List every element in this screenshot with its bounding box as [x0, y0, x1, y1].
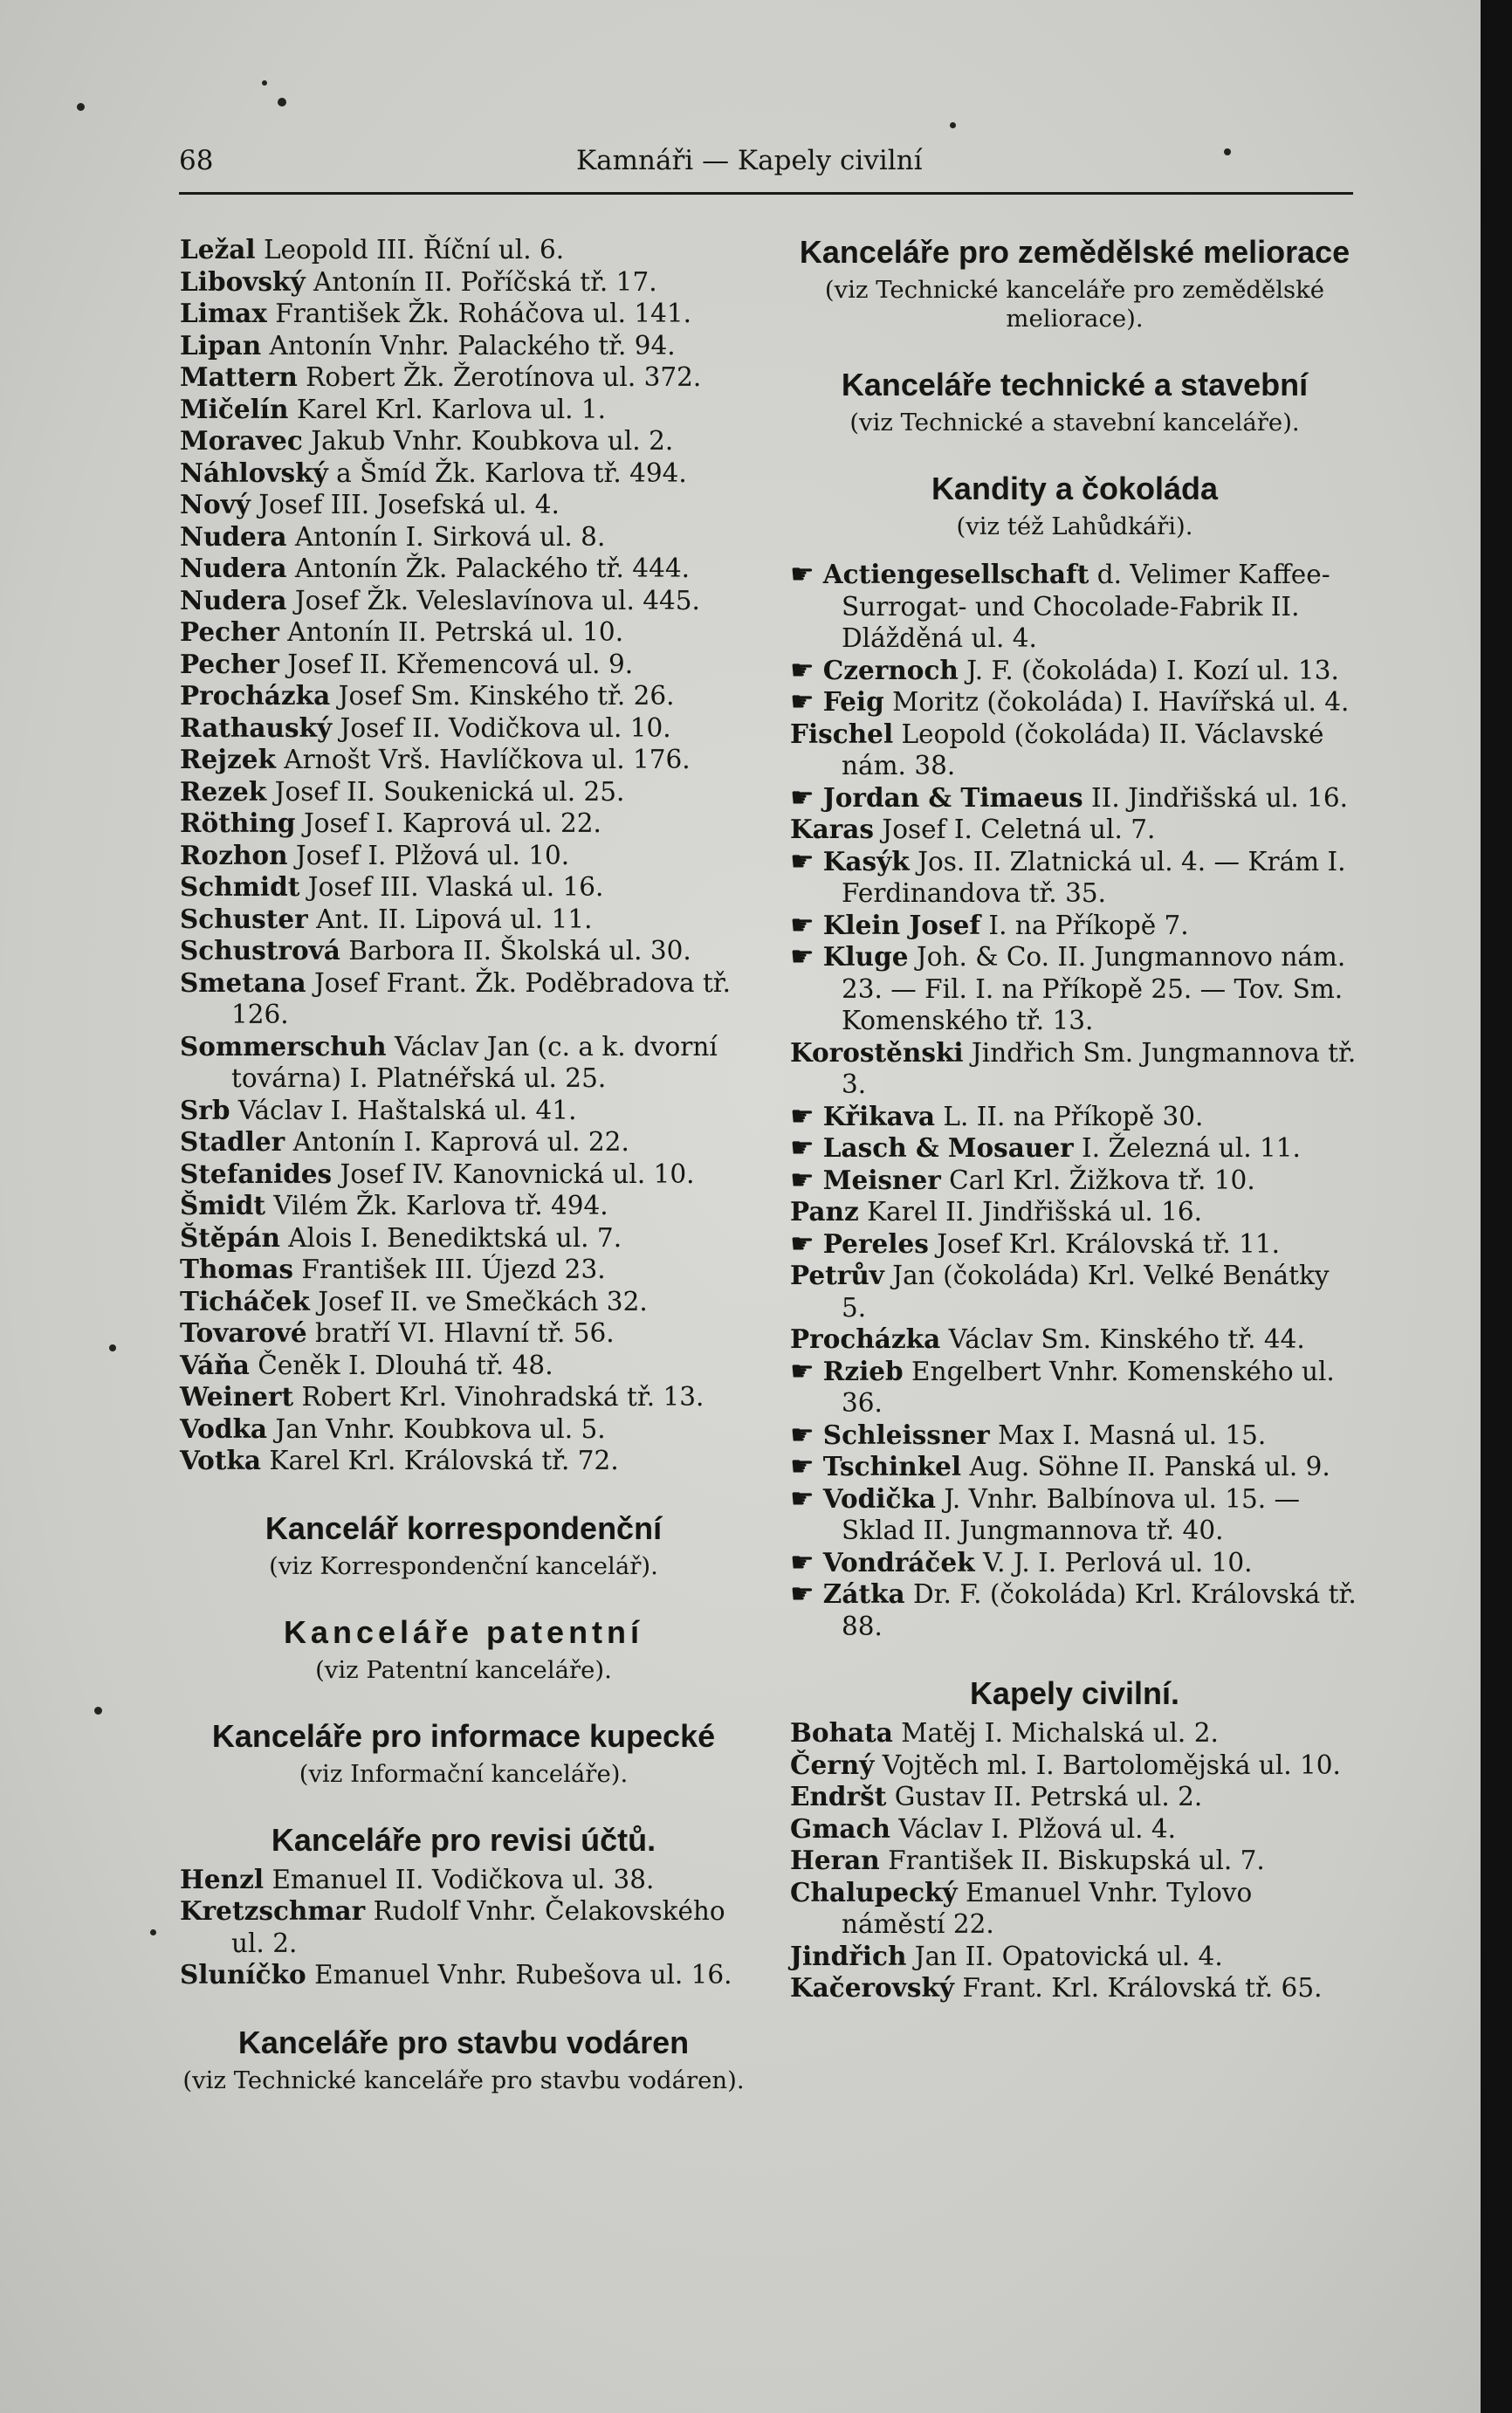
entry-name: Křikava — [822, 1100, 935, 1131]
directory-entry — [180, 935, 747, 967]
entry-details: bratří VI. Hlavní tř. 56. — [306, 1318, 615, 1348]
directory-entry — [790, 1483, 1359, 1547]
entry-name: Karas — [790, 814, 875, 844]
directory-entry — [180, 330, 747, 362]
entry-name: Náhlovský — [180, 457, 328, 488]
entry-details: Josef IV. Kanovnická ul. 10. — [332, 1158, 695, 1189]
directory-entry — [790, 1451, 1359, 1483]
directory-entry — [180, 616, 747, 649]
entry-details: J. Vnhr. Balbínova ul. 15. — Sklad II. Jungmannova tř. 40. — [842, 1483, 1300, 1545]
directory-entry — [180, 585, 747, 617]
directory-entry — [790, 1196, 1359, 1228]
page-number: 68 — [179, 145, 214, 176]
entry-details: Josef II. Soukenická ul. 25. — [266, 776, 625, 807]
pointing-hand-icon: ☛ — [790, 1164, 814, 1196]
kamnari-list — [180, 234, 747, 1477]
directory-entry — [790, 1260, 1359, 1323]
pointing-hand-icon: ☛ — [790, 1546, 814, 1578]
header-rule — [179, 192, 1353, 195]
directory-entry — [790, 846, 1359, 910]
section-title-informace: Kanceláře pro informace kupecké — [211, 1717, 716, 1754]
entry-details: Karel II. Jindřišská ul. 16. — [858, 1197, 1203, 1227]
entry-name: Procházka — [790, 1323, 941, 1354]
entry-name: Limax — [180, 298, 267, 328]
section-title-patentni: Kanceláře patentní — [283, 1613, 644, 1650]
section-note-technicke: (viz Technické a stavební kanceláře). — [849, 409, 1300, 437]
entry-name: Mattern — [180, 361, 298, 392]
entry-name: Srb — [180, 1094, 230, 1125]
entry-details: J. F. (čokoláda) I. Kozí ul. 13. — [958, 655, 1339, 685]
entry-details: Václav Sm. Kinského tř. 44. — [940, 1324, 1305, 1354]
entry-name: Rezek — [180, 775, 267, 807]
entry-name: Schustrová — [180, 935, 340, 966]
directory-entry — [180, 1031, 747, 1095]
directory-entry — [790, 1101, 1359, 1133]
section-title-kandity: Kandity a čokoláda — [931, 471, 1219, 506]
entry-name: Moravec — [180, 425, 303, 456]
entry-details: Josef Žk. Veleslavínova ul. 445. — [286, 585, 700, 615]
right-column — [790, 234, 1359, 2004]
directory-entry — [180, 1158, 747, 1191]
pointing-hand-icon: ☛ — [790, 845, 814, 877]
entry-name: Rozhon — [180, 839, 288, 870]
entry-details: Rudolf Vnhr. Čelakovského ul. 2. — [231, 1896, 725, 1958]
directory-entry — [180, 1445, 747, 1477]
directory-entry — [180, 1350, 747, 1382]
entry-details: Antonín II. Petrská ul. 10. — [278, 617, 624, 647]
entry-details: Čeněk I. Dlouhá tř. 48. — [249, 1350, 553, 1380]
entry-name: Thomas — [180, 1254, 294, 1284]
directory-entry — [790, 1941, 1359, 1973]
entry-name: Gmach — [790, 1812, 890, 1844]
entry-name: Feig — [822, 686, 884, 717]
directory-entry — [790, 1356, 1359, 1420]
entry-name: Votka — [180, 1445, 262, 1475]
scan-speck — [950, 122, 956, 128]
entry-details: Emanuel II. Vodičkova ul. 38. — [264, 1864, 655, 1894]
entry-name: Štěpán — [180, 1221, 280, 1253]
entry-details: Josef I. Kaprová ul. 22. — [295, 808, 601, 838]
entry-details: Arnošt Vrš. Havlíčkova ul. 176. — [275, 745, 691, 774]
directory-entry — [180, 425, 747, 457]
entry-name: Henzl — [180, 1863, 265, 1894]
entry-name: Czernoch — [822, 654, 959, 685]
entry-details: Josef III. Vlaská ul. 16. — [299, 872, 604, 902]
entry-details: Max I. Masná ul. 15. — [989, 1420, 1267, 1450]
entry-details: Gustav II. Petrská ul. 2. — [886, 1782, 1203, 1811]
entry-details: Matěj I. Michalská ul. 2. — [892, 1718, 1219, 1748]
entry-name: Ležal — [180, 234, 256, 265]
left-column — [180, 234, 747, 2100]
pointing-hand-icon: ☛ — [790, 1355, 814, 1387]
entry-name: Heran — [790, 1845, 880, 1875]
pointing-hand-icon: ☛ — [790, 1482, 814, 1515]
entry-details: II. Jindřišská ul. 16. — [1082, 782, 1348, 813]
directory-entry — [180, 1222, 747, 1255]
entry-name: Vondráček — [822, 1546, 975, 1578]
entry-name: Kačerovský — [790, 1972, 955, 2003]
entry-name: Černý — [790, 1749, 875, 1780]
entry-details: I. Železná ul. 11. — [1073, 1133, 1301, 1163]
entry-name: Sluníčko — [180, 1959, 306, 1990]
entry-details: Alois I. Benediktská ul. 7. — [279, 1222, 622, 1253]
entry-details: Václav I. Plžová ul. 4. — [890, 1813, 1177, 1844]
directory-entry — [790, 1578, 1359, 1642]
entry-name: Vodka — [180, 1413, 268, 1444]
directory-entry — [790, 1228, 1359, 1261]
entry-details: Engelbert Vnhr. Komenského ul. 36. — [842, 1356, 1335, 1418]
entry-details: Aug. Söhne II. Panská ul. 9. — [961, 1452, 1330, 1481]
entry-name: Panz — [790, 1196, 859, 1227]
entry-name: Tschinkel — [822, 1451, 962, 1481]
directory-entry — [180, 298, 747, 330]
pointing-hand-icon: ☛ — [790, 1451, 814, 1482]
directory-entry — [180, 553, 747, 585]
directory-entry — [790, 814, 1359, 846]
directory-entry — [180, 1413, 747, 1446]
entry-details: Josef Sm. Kinského tř. 26. — [330, 681, 675, 711]
entry-name: Šmidt — [180, 1190, 265, 1220]
section-note-kandity: (viz též Lahůdkáři). — [956, 512, 1193, 540]
entry-name: Nudera — [180, 520, 287, 552]
section-title-meliorace: Kanceláře pro zemědělské meliorace — [799, 234, 1350, 270]
kapely-list — [790, 1717, 1359, 2004]
directory-entry — [180, 904, 747, 936]
entry-name: Rejzek — [180, 744, 276, 774]
entry-name: Zátka — [822, 1578, 905, 1609]
directory-entry — [790, 559, 1359, 655]
directory-entry — [790, 1877, 1359, 1941]
section-title-kapely: Kapely civilní. — [969, 1675, 1180, 1711]
entry-name: Nudera — [180, 584, 287, 615]
entry-details: Jan II. Opatovická ul. 4. — [906, 1941, 1223, 1971]
entry-name: Kretzschmar — [180, 1895, 366, 1926]
entry-name: Bohata — [790, 1717, 893, 1748]
directory-entry — [790, 1132, 1359, 1165]
directory-entry — [790, 1750, 1359, 1782]
directory-entry — [180, 1864, 747, 1896]
directory-entry — [790, 941, 1359, 1037]
directory-entry — [790, 1845, 1359, 1877]
directory-entry — [180, 521, 747, 553]
entry-details: František Žk. Roháčova ul. 141. — [266, 299, 692, 328]
entry-details: Josef II. Vodičkova ul. 10. — [332, 712, 671, 743]
directory-entry — [790, 1717, 1359, 1750]
entry-details: Robert Krl. Vinohradská tř. 13. — [293, 1382, 704, 1412]
directory-entry — [790, 1037, 1359, 1101]
entry-details: Moritz (čokoláda) I. Havířská ul. 4. — [883, 687, 1350, 717]
pointing-hand-icon: ☛ — [790, 781, 814, 814]
entry-details: Václav Jan (c. a k. dvorní továrna) I. Platnéřská ul. 25. — [231, 1031, 718, 1093]
directory-entry — [180, 776, 747, 808]
entry-details: Jindřich Sm. Jungmannova tř. 3. — [842, 1037, 1357, 1099]
entry-name: Weinert — [180, 1381, 294, 1412]
revisi-list — [180, 1864, 747, 1991]
scan-speck — [262, 80, 267, 86]
entry-details: Frant. Krl. Královská tř. 65. — [954, 1973, 1323, 2003]
entry-name: Lasch & Mosauer — [822, 1132, 1074, 1163]
directory-entry — [180, 1959, 747, 1991]
entry-name: Libovský — [180, 265, 306, 297]
entry-name: Fischel — [790, 718, 894, 749]
scan-speck — [77, 103, 85, 111]
entry-details: Josef II. Křemencová ul. 9. — [278, 649, 634, 679]
directory-entry — [180, 744, 747, 776]
directory-entry — [790, 910, 1359, 942]
pointing-hand-icon: ☛ — [790, 1132, 814, 1164]
pointing-hand-icon: ☛ — [790, 559, 814, 590]
entry-details: Dr. F. (čokoláda) Krl. Královská tř. 88. — [842, 1579, 1357, 1641]
directory-entry — [180, 1381, 747, 1413]
entry-details: Josef Krl. Královská tř. 11. — [928, 1228, 1280, 1259]
entry-name: Smetana — [180, 966, 306, 998]
entry-details: Carl Krl. Žižkova tř. 10. — [940, 1165, 1255, 1195]
entry-details: Josef II. ve Smečkách 32. — [309, 1286, 648, 1316]
entry-details: a Šmíd Žk. Karlova tř. 494. — [327, 457, 687, 488]
entry-name: Pereles — [822, 1227, 929, 1259]
section-note-informace: (viz Informační kanceláře). — [299, 1759, 629, 1788]
scan-speck — [1224, 148, 1231, 155]
pointing-hand-icon: ☛ — [790, 1419, 814, 1451]
directory-entry — [180, 1126, 747, 1158]
entry-name: Korostěnski — [790, 1036, 964, 1068]
directory-entry — [180, 871, 747, 904]
entry-details: Ant. II. Lipová ul. 11. — [307, 904, 593, 934]
entry-name: Ticháček — [180, 1285, 310, 1316]
entry-details: Jos. II. Zlatnická ul. 4. — Krám I. Ferdinandova tř. 35. — [842, 846, 1346, 908]
entry-name: Klein Josef — [822, 909, 981, 940]
running-head: Kamnáři — Kapely civilní — [576, 145, 923, 176]
entry-name: Tovarové — [180, 1317, 307, 1348]
entry-details: Vojtěch ml. I. Bartolomějská ul. 10. — [874, 1750, 1341, 1780]
entry-name: Jindřich — [790, 1940, 907, 1971]
entry-details: Josef Frant. Žk. Poděbradova tř. 126. — [231, 967, 732, 1029]
directory-entry — [180, 1190, 747, 1222]
entry-name: Rathauský — [180, 712, 333, 743]
entry-name: Rzieb — [822, 1355, 904, 1386]
directory-entry — [180, 394, 747, 426]
page-header — [179, 140, 1353, 190]
entry-name: Vodička — [822, 1482, 937, 1514]
directory-entry — [180, 840, 747, 872]
directory-entry — [180, 457, 747, 490]
directory-entry — [180, 234, 747, 266]
entry-name: Pecher — [180, 616, 279, 647]
entry-details: V. J. I. Perlová ul. 10. — [974, 1547, 1253, 1578]
entry-name: Jordan & Timaeus — [822, 781, 1083, 813]
section-note-vodaren: (viz Technické kanceláře pro stavbu vodáren). — [182, 2066, 745, 2094]
directory-entry — [180, 967, 747, 1031]
kandity-list — [790, 559, 1359, 1642]
entry-name: Schleissner — [822, 1419, 990, 1450]
entry-details: Joh. & Co. II. Jungmannovo nám. 23. — Fil. I. na Příkopě 25. — Tov. Sm. Komenského tř. 13. — [842, 942, 1346, 1035]
section-title-korespondencni: Kancelář korrespondenční — [265, 1509, 663, 1546]
directory-entry — [790, 1781, 1359, 1813]
entry-name: Procházka — [180, 680, 331, 711]
entry-details: František III. Újezd 23. — [293, 1255, 606, 1284]
section-title-revisi: Kanceláře pro revisi účtů. — [271, 1821, 656, 1858]
entry-details: Josef I. Celetná ul. 7. — [874, 815, 1156, 844]
entry-details: Antonín Žk. Palackého tř. 444. — [286, 553, 690, 583]
section-note-korespondencni: (viz Korrespondenční kancelář). — [269, 1551, 658, 1580]
entry-details: Karel Krl. Královská tř. 72. — [261, 1446, 619, 1475]
entry-details: Leopold (čokoláda) II. Václavské nám. 38. — [842, 718, 1324, 780]
entry-details: František II. Biskupská ul. 7. — [879, 1846, 1265, 1875]
entry-name: Schuster — [180, 903, 308, 934]
entry-name: Schmidt — [180, 871, 300, 902]
directory-entry — [790, 1547, 1359, 1579]
section-title-vodaren: Kanceláře pro stavbu vodáren — [237, 2024, 690, 2060]
entry-name: Chalupecký — [790, 1876, 958, 1908]
entry-details: I. na Příkopě 7. — [980, 910, 1189, 940]
directory-entry — [790, 1420, 1359, 1452]
entry-name: Röthing — [180, 808, 296, 838]
entry-name: Stadler — [180, 1126, 285, 1157]
directory-entry — [790, 686, 1359, 718]
directory-entry — [180, 489, 747, 521]
entry-name: Petrův — [790, 1260, 884, 1290]
entry-name: Sommerschuh — [180, 1030, 387, 1062]
entry-details: Vilém Žk. Karlova tř. 494. — [265, 1191, 608, 1220]
directory-entry — [790, 655, 1359, 687]
entry-name: Kluge — [822, 941, 909, 972]
entry-details: Leopold III. Říční ul. 6. — [255, 235, 565, 265]
entry-name: Stefanides — [180, 1158, 333, 1189]
entry-details: Antonín II. Poříčská tř. 17. — [305, 266, 657, 297]
directory-entry — [180, 680, 747, 712]
scan-speck — [109, 1344, 116, 1351]
pointing-hand-icon: ☛ — [790, 909, 814, 941]
directory-entry — [790, 1972, 1359, 2004]
entry-name: Nudera — [180, 553, 287, 583]
scan-speck — [150, 1929, 156, 1935]
entry-details: Václav I. Haštalská ul. 41. — [230, 1095, 577, 1125]
section-note-meliorace: (viz Technické kanceláře pro zemědělské meliorace). — [824, 276, 1325, 333]
entry-details: Karel Krl. Karlova ul. 1. — [288, 394, 607, 424]
entry-name: Pecher — [180, 648, 279, 679]
scan-speck — [94, 1707, 102, 1715]
scan-speck — [278, 98, 286, 107]
entry-details: Jan Vnhr. Koubkova ul. 5. — [267, 1413, 606, 1444]
entry-name: Endršt — [790, 1781, 887, 1811]
entry-name: Mičelín — [180, 393, 289, 424]
entry-details: Antonín I. Sirková ul. 8. — [286, 521, 606, 552]
pointing-hand-icon: ☛ — [790, 1227, 814, 1260]
directory-entry — [180, 649, 747, 681]
pointing-hand-icon: ☛ — [790, 1578, 814, 1610]
entry-name: Váňa — [180, 1349, 250, 1380]
directory-entry — [180, 266, 747, 299]
directory-entry — [180, 361, 747, 394]
scan-edge-strip — [1481, 0, 1512, 2413]
entry-details: Antonín I. Kaprová ul. 22. — [285, 1127, 629, 1157]
entry-details: Emanuel Vnhr. Tylovo náměstí 22. — [842, 1877, 1253, 1939]
directory-entry — [790, 1165, 1359, 1197]
directory-entry — [790, 718, 1359, 782]
entry-name: Nový — [180, 489, 251, 519]
entry-name: Kasýk — [822, 845, 910, 877]
directory-entry — [790, 782, 1359, 815]
directory-entry — [790, 1813, 1359, 1846]
directory-entry — [180, 808, 747, 840]
directory-entry — [180, 1317, 747, 1350]
pointing-hand-icon: ☛ — [790, 654, 814, 686]
entry-details: Robert Žk. Žerotínova ul. 372. — [297, 362, 702, 392]
pointing-hand-icon: ☛ — [790, 686, 814, 718]
pointing-hand-icon: ☛ — [790, 941, 814, 973]
entry-details: d. Velimer Kaffee-Surrogat- und Chocolade-Fabrik II. Dlážděná ul. 4. — [842, 560, 1330, 653]
entry-details: Josef III. Josefská ul. 4. — [250, 490, 560, 519]
directory-entry — [180, 1254, 747, 1286]
entry-details: Josef I. Plžová ul. 10. — [287, 840, 570, 870]
directory-entry — [180, 1895, 747, 1959]
entry-details: L. II. na Příkopě 30. — [935, 1101, 1204, 1131]
directory-entry — [180, 712, 747, 745]
entry-name: Actiengesellschaft — [822, 559, 1089, 589]
directory-entry — [180, 1095, 747, 1127]
entry-details: Antonín Vnhr. Palackého tř. 94. — [261, 330, 676, 361]
entry-name: Meisner — [822, 1164, 941, 1195]
entry-details: Barbora II. Školská ul. 30. — [340, 936, 691, 966]
section-title-technicke: Kanceláře technické a stavební — [841, 367, 1309, 402]
entry-details: Jakub Vnhr. Koubkova ul. 2. — [302, 426, 674, 456]
pointing-hand-icon: ☛ — [790, 1100, 814, 1132]
section-note-patentni: (viz Patentní kanceláře). — [315, 1655, 612, 1684]
entry-details: Emanuel Vnhr. Rubešova ul. 16. — [306, 1960, 732, 1990]
entry-name: Lipan — [180, 329, 262, 361]
entry-details: Jan (čokoláda) Krl. Velké Benátky 5. — [842, 1261, 1330, 1323]
directory-entry — [180, 1286, 747, 1318]
directory-entry — [790, 1323, 1359, 1356]
